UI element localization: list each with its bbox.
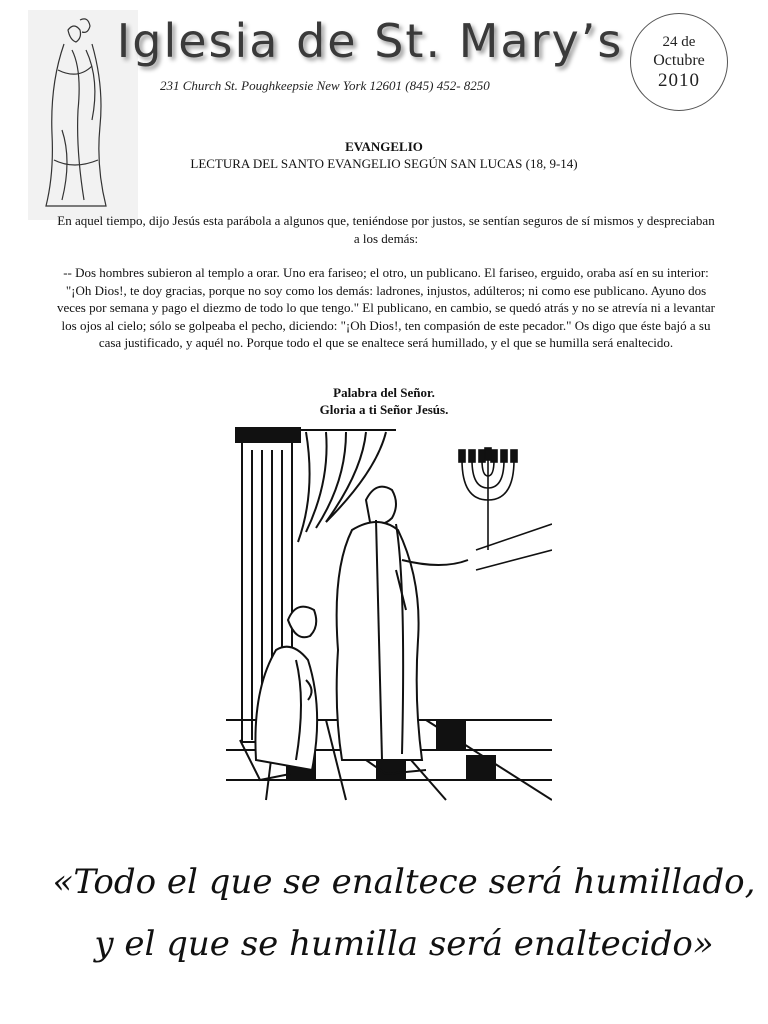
quote-line-2: y el que se humilla será enaltecido»: [94, 924, 714, 964]
gospel-subheading: LECTURA DEL SANTO EVANGELIO SEGÚN SAN LUCAS (18, 9-14): [190, 156, 578, 171]
date-year: 2010: [658, 70, 700, 91]
date-badge: [630, 13, 728, 111]
date-day: 24 de: [662, 34, 696, 50]
date-month: Octubre: [653, 52, 705, 69]
closing-line-2: Gloria a ti Señor Jesús.: [319, 402, 449, 417]
quote-line-1: «Todo el que se enaltece será humillado,: [52, 862, 756, 902]
closing-line-1: Palabra del Señor.: [333, 385, 435, 400]
pharisee-publican-illustration: [226, 420, 552, 815]
gospel-intro-paragraph: En aquel tiempo, dijo Jesús esta parábola a algunos que, teniéndose por justos, se sentían seguros de sí mismos y despreciaban a los demás:: [57, 213, 715, 246]
gospel-parable-paragraph: -- Dos hombres subieron al templo a orar. Uno era fariseo; el otro, un publicano. El fariseo, erguido, oraba así en su interior: "¡Oh Dios!, te doy gracias, porque no soy como los demás: ladrones, injustos, adúlteros; ni como ese publicano. Ayuno dos veces por semana y pago el diezmo de todo lo que tengo." El publicano, en cambio, se quedó atrás y no se atrevía ni a levantar los ojos al cielo; sólo se golpeaba el pecho, diciendo: "¡Oh Dios!, ten compasión de este pecador." Os digo que éste bajó a su casa justificado, y aquél no. Porque todo el que se enaltece será humillado, y el que se humilla será enaltecido.: [57, 265, 715, 350]
church-title: Iglesia de St. Mary’s: [116, 14, 624, 68]
church-address: 231 Church St. Poughkeepsie New York 12601 (845) 452- 8250: [160, 78, 490, 93]
gospel-heading: EVANGELIO: [345, 139, 423, 154]
